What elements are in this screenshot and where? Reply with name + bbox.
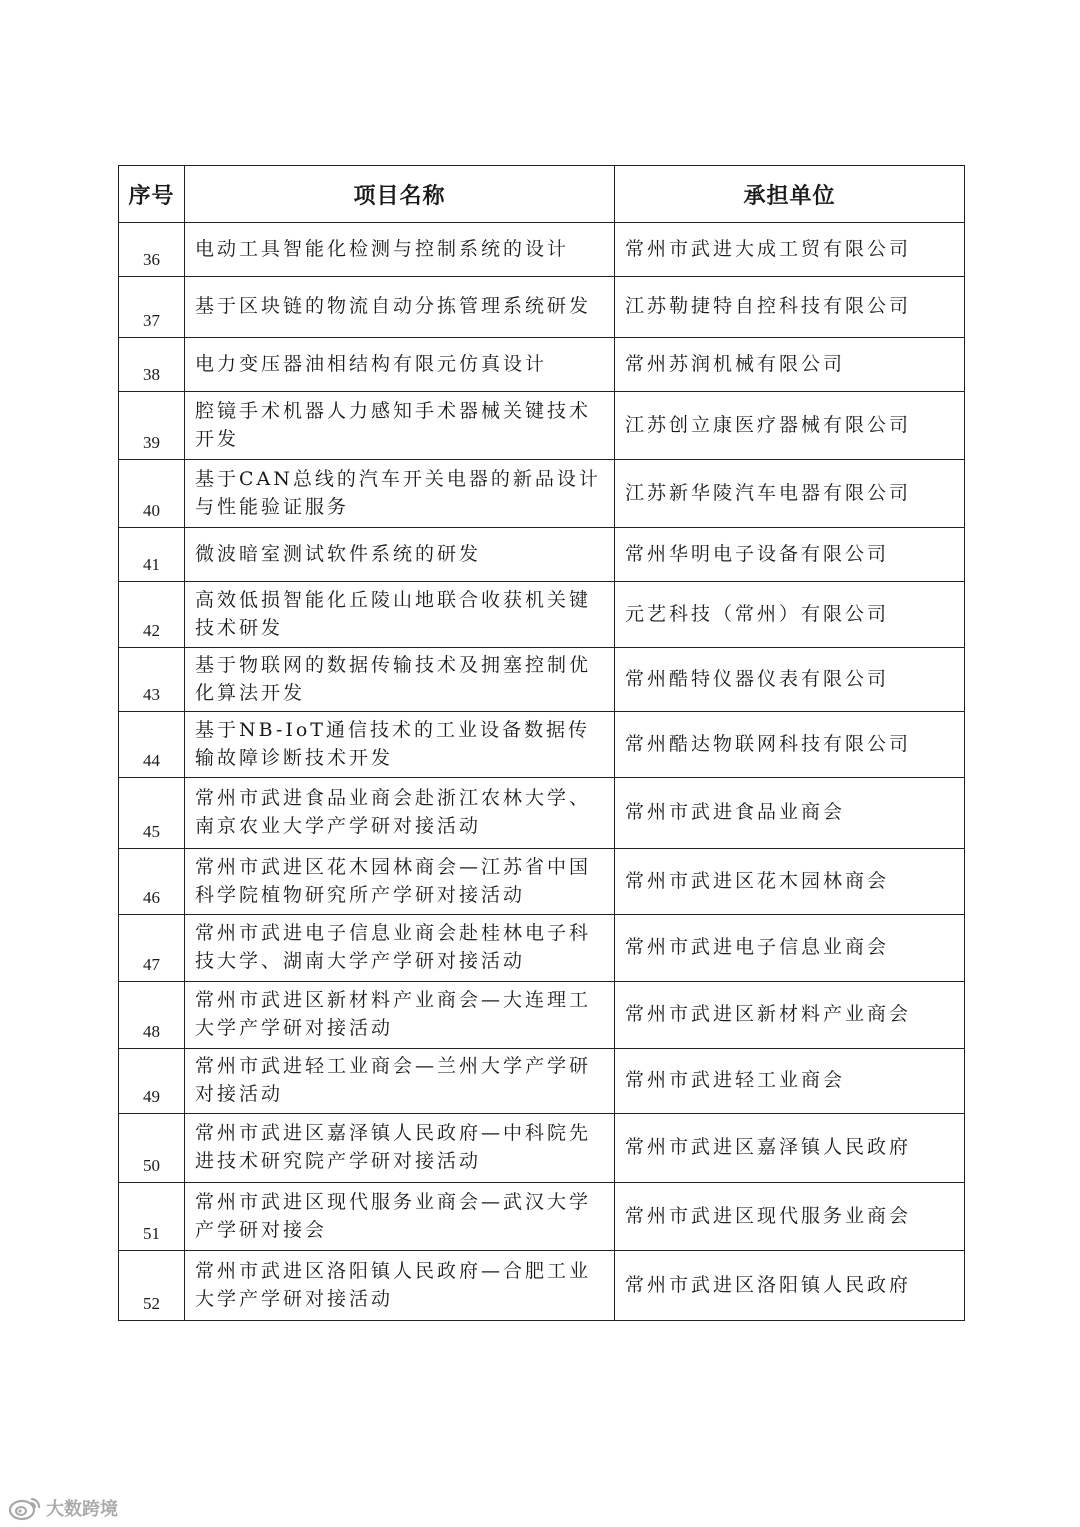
row-index: 41	[119, 528, 185, 582]
watermark-text: 大数跨境	[46, 1499, 118, 1520]
row-index: 42	[119, 582, 185, 648]
row-index: 48	[119, 982, 185, 1049]
row-project-name: 基于区块链的物流自动分拣管理系统研发	[185, 277, 615, 338]
row-index: 36	[119, 223, 185, 277]
row-unit: 常州苏润机械有限公司	[615, 338, 965, 392]
row-project-name: 常州市武进食品业商会赴浙江农林大学、南京农业大学产学研对接活动	[185, 778, 615, 849]
table-row	[119, 223, 965, 277]
row-project-name: 电力变压器油相结构有限元仿真设计	[185, 338, 615, 392]
row-project-name: 常州市武进区现代服务业商会—武汉大学产学研对接会	[185, 1183, 615, 1251]
row-index: 46	[119, 849, 185, 915]
table-row	[119, 712, 965, 778]
row-project-name: 腔镜手术机器人力感知手术器械关键技术开发	[185, 392, 615, 460]
row-index: 37	[119, 277, 185, 338]
table-row	[119, 778, 965, 849]
row-project-name: 常州市武进区洛阳镇人民政府—合肥工业大学产学研对接活动	[185, 1251, 615, 1321]
row-index: 52	[119, 1251, 185, 1321]
row-project-name: 常州市武进区嘉泽镇人民政府—中科院先进技术研究院产学研对接活动	[185, 1114, 615, 1183]
row-project-name: 高效低损智能化丘陵山地联合收获机关键技术研发	[185, 582, 615, 648]
row-unit: 常州市武进电子信息业商会	[615, 915, 965, 982]
weibo-icon	[8, 1495, 42, 1521]
row-project-name: 基于NB-IoT通信技术的工业设备数据传输故障诊断技术开发	[185, 712, 615, 778]
watermark	[8, 1493, 118, 1523]
row-index: 38	[119, 338, 185, 392]
row-index: 51	[119, 1183, 185, 1251]
row-index: 49	[119, 1049, 185, 1114]
table-row	[119, 528, 965, 582]
row-unit: 江苏创立康医疗器械有限公司	[615, 392, 965, 460]
row-index: 45	[119, 778, 185, 849]
table-row	[119, 582, 965, 648]
row-unit: 常州市武进区新材料产业商会	[615, 982, 965, 1049]
row-unit: 常州市武进区洛阳镇人民政府	[615, 1251, 965, 1321]
table-row	[119, 982, 965, 1049]
project-table	[118, 165, 965, 1321]
row-unit: 常州酷达物联网科技有限公司	[615, 712, 965, 778]
table-row	[119, 849, 965, 915]
row-unit: 常州市武进轻工业商会	[615, 1049, 965, 1114]
table-row	[119, 392, 965, 460]
row-unit: 常州华明电子设备有限公司	[615, 528, 965, 582]
row-unit: 常州市武进区花木园林商会	[615, 849, 965, 915]
table-row	[119, 648, 965, 712]
row-project-name: 常州市武进区花木园林商会—江苏省中国科学院植物研究所产学研对接活动	[185, 849, 615, 915]
row-project-name: 电动工具智能化检测与控制系统的设计	[185, 223, 615, 277]
row-project-name: 基于物联网的数据传输技术及拥塞控制优化算法开发	[185, 648, 615, 712]
table-row	[119, 915, 965, 982]
header-index: 序号	[119, 166, 185, 223]
row-unit: 元艺科技（常州）有限公司	[615, 582, 965, 648]
row-index: 47	[119, 915, 185, 982]
header-project: 项目名称	[185, 166, 615, 223]
table-row	[119, 1251, 965, 1321]
row-unit: 常州酷特仪器仪表有限公司	[615, 648, 965, 712]
row-unit: 常州市武进食品业商会	[615, 778, 965, 849]
row-unit: 常州市武进区嘉泽镇人民政府	[615, 1114, 965, 1183]
table-row	[119, 1183, 965, 1251]
row-index: 50	[119, 1114, 185, 1183]
row-project-name: 基于CAN总线的汽车开关电器的新品设计与性能验证服务	[185, 460, 615, 528]
row-unit: 江苏勒捷特自控科技有限公司	[615, 277, 965, 338]
row-index: 40	[119, 460, 185, 528]
row-project-name: 常州市武进区新材料产业商会—大连理工大学产学研对接活动	[185, 982, 615, 1049]
row-index: 44	[119, 712, 185, 778]
row-project-name: 常州市武进轻工业商会—兰州大学产学研对接活动	[185, 1049, 615, 1114]
table-row	[119, 460, 965, 528]
row-index: 39	[119, 392, 185, 460]
row-project-name: 常州市武进电子信息业商会赴桂林电子科技大学、湖南大学产学研对接活动	[185, 915, 615, 982]
row-unit: 常州市武进区现代服务业商会	[615, 1183, 965, 1251]
table-row	[119, 1049, 965, 1114]
row-unit: 常州市武进大成工贸有限公司	[615, 223, 965, 277]
table-row	[119, 1114, 965, 1183]
header-unit: 承担单位	[615, 166, 965, 223]
table-header-row	[119, 166, 965, 223]
row-unit: 江苏新华陵汽车电器有限公司	[615, 460, 965, 528]
table-row	[119, 277, 965, 338]
row-index: 43	[119, 648, 185, 712]
table-row	[119, 338, 965, 392]
row-project-name: 微波暗室测试软件系统的研发	[185, 528, 615, 582]
